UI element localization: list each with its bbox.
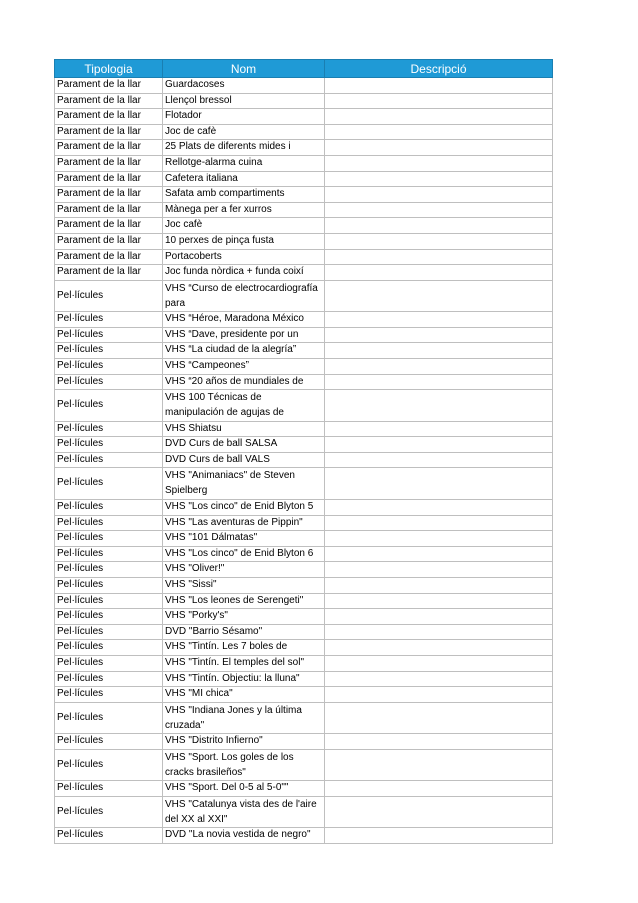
table-row bbox=[55, 155, 553, 171]
table-row bbox=[55, 343, 553, 359]
cell-descripcio bbox=[325, 702, 553, 734]
cell-descripcio bbox=[325, 343, 553, 359]
table-row bbox=[55, 531, 553, 547]
cell-tipologia: Parament de la llar bbox=[55, 202, 163, 218]
cell-descripcio bbox=[325, 531, 553, 547]
table-row bbox=[55, 655, 553, 671]
cell-descripcio bbox=[325, 249, 553, 265]
cell-descripcio bbox=[325, 655, 553, 671]
cell-tipologia: Parament de la llar bbox=[55, 187, 163, 203]
cell-tipologia: Pel·lícules bbox=[55, 343, 163, 359]
cell-descripcio bbox=[325, 421, 553, 437]
cell-nom: VHS “20 años de mundiales de bbox=[163, 374, 325, 390]
cell-descripcio bbox=[325, 374, 553, 390]
cell-tipologia: Pel·lícules bbox=[55, 828, 163, 844]
cell-nom: VHS "Catalunya vista des de l'aire del XX al XXI" bbox=[163, 796, 325, 828]
table-row bbox=[55, 749, 553, 781]
cell-nom: VHS "Los cinco" de Enid Blyton 5 bbox=[163, 499, 325, 515]
cell-tipologia: Pel·lícules bbox=[55, 359, 163, 375]
cell-tipologia: Parament de la llar bbox=[55, 249, 163, 265]
cell-nom: DVD "La novia vestida de negro" bbox=[163, 828, 325, 844]
cell-tipologia: Pel·lícules bbox=[55, 437, 163, 453]
table-row bbox=[55, 390, 553, 422]
cell-descripcio bbox=[325, 155, 553, 171]
cell-descripcio bbox=[325, 828, 553, 844]
table-row bbox=[55, 577, 553, 593]
table-row bbox=[55, 265, 553, 281]
cell-descripcio bbox=[325, 359, 553, 375]
cell-nom: VHS “Curso de electrocardiografía para bbox=[163, 280, 325, 312]
cell-nom: VHS "Porky's" bbox=[163, 609, 325, 625]
cell-nom: VHS “Campeones” bbox=[163, 359, 325, 375]
cell-descripcio bbox=[325, 218, 553, 234]
table-row bbox=[55, 171, 553, 187]
header-nom: Nom bbox=[163, 60, 325, 78]
cell-descripcio bbox=[325, 312, 553, 328]
cell-tipologia: Pel·lícules bbox=[55, 515, 163, 531]
cell-nom: VHS "Sport. Los goles de los cracks brasileños" bbox=[163, 749, 325, 781]
cell-tipologia: Pel·lícules bbox=[55, 531, 163, 547]
table-row bbox=[55, 671, 553, 687]
cell-nom: Joc funda nòrdica + funda coixí bbox=[163, 265, 325, 281]
cell-nom: Guardacoses bbox=[163, 78, 325, 94]
table-row bbox=[55, 421, 553, 437]
cell-descripcio bbox=[325, 452, 553, 468]
table-row bbox=[55, 781, 553, 797]
cell-descripcio bbox=[325, 577, 553, 593]
cell-nom: VHS "Los cinco" de Enid Blyton 6 bbox=[163, 546, 325, 562]
cell-nom: DVD Curs de ball VALS bbox=[163, 452, 325, 468]
cell-nom: VHS "Indiana Jones y la última cruzada" bbox=[163, 702, 325, 734]
table-row bbox=[55, 468, 553, 500]
cell-descripcio bbox=[325, 671, 553, 687]
cell-nom: DVD Curs de ball SALSA bbox=[163, 437, 325, 453]
table-row bbox=[55, 640, 553, 656]
cell-tipologia: Pel·lícules bbox=[55, 734, 163, 750]
cell-tipologia: Parament de la llar bbox=[55, 140, 163, 156]
cell-nom: Flotador bbox=[163, 109, 325, 125]
inventory-table bbox=[54, 59, 553, 844]
inventory-sheet bbox=[54, 59, 552, 844]
cell-nom: VHS "Tintín. Objectiu: la lluna" bbox=[163, 671, 325, 687]
cell-tipologia: Pel·lícules bbox=[55, 640, 163, 656]
cell-nom: VHS "Tintín. Les 7 boles de bbox=[163, 640, 325, 656]
table-row bbox=[55, 187, 553, 203]
cell-descripcio bbox=[325, 640, 553, 656]
table-row bbox=[55, 515, 553, 531]
cell-descripcio bbox=[325, 515, 553, 531]
table-row bbox=[55, 140, 553, 156]
cell-tipologia: Pel·lícules bbox=[55, 655, 163, 671]
cell-nom: VHS "Distrito Infierno" bbox=[163, 734, 325, 750]
cell-nom: Joc de cafè bbox=[163, 124, 325, 140]
cell-nom: Rellotge-alarma cuina bbox=[163, 155, 325, 171]
cell-descripcio bbox=[325, 327, 553, 343]
cell-nom: VHS "Tintín. El temples del sol" bbox=[163, 655, 325, 671]
cell-descripcio bbox=[325, 687, 553, 703]
cell-nom: Safata amb compartiments bbox=[163, 187, 325, 203]
cell-nom: DVD "Barrio Sésamo" bbox=[163, 624, 325, 640]
cell-nom: VHS "MI chica" bbox=[163, 687, 325, 703]
table-row bbox=[55, 828, 553, 844]
cell-descripcio bbox=[325, 546, 553, 562]
cell-tipologia: Parament de la llar bbox=[55, 155, 163, 171]
table-row bbox=[55, 218, 553, 234]
cell-descripcio bbox=[325, 109, 553, 125]
cell-tipologia: Pel·lícules bbox=[55, 390, 163, 422]
cell-descripcio bbox=[325, 734, 553, 750]
table-row bbox=[55, 609, 553, 625]
table-row bbox=[55, 280, 553, 312]
cell-descripcio bbox=[325, 593, 553, 609]
table-row bbox=[55, 233, 553, 249]
table-row bbox=[55, 78, 553, 94]
cell-descripcio bbox=[325, 609, 553, 625]
cell-tipologia: Pel·lícules bbox=[55, 468, 163, 500]
cell-descripcio bbox=[325, 499, 553, 515]
table-row bbox=[55, 624, 553, 640]
cell-nom: VHS "Las aventuras de Pippin" bbox=[163, 515, 325, 531]
table-row bbox=[55, 93, 553, 109]
cell-descripcio bbox=[325, 280, 553, 312]
cell-tipologia: Pel·lícules bbox=[55, 546, 163, 562]
cell-nom: VHS “La ciudad de la alegría” bbox=[163, 343, 325, 359]
cell-descripcio bbox=[325, 390, 553, 422]
cell-nom: Joc cafè bbox=[163, 218, 325, 234]
cell-tipologia: Pel·lícules bbox=[55, 609, 163, 625]
cell-tipologia: Parament de la llar bbox=[55, 218, 163, 234]
cell-descripcio bbox=[325, 93, 553, 109]
cell-tipologia: Pel·lícules bbox=[55, 671, 163, 687]
table-row bbox=[55, 452, 553, 468]
table-row bbox=[55, 437, 553, 453]
cell-tipologia: Pel·lícules bbox=[55, 280, 163, 312]
cell-descripcio bbox=[325, 624, 553, 640]
cell-tipologia: Pel·lícules bbox=[55, 374, 163, 390]
cell-descripcio bbox=[325, 437, 553, 453]
cell-tipologia: Parament de la llar bbox=[55, 93, 163, 109]
cell-tipologia: Pel·lícules bbox=[55, 499, 163, 515]
header-tipologia: Tipologia bbox=[55, 60, 163, 78]
cell-nom: VHS "Sissi" bbox=[163, 577, 325, 593]
cell-nom: VHS "Oliver!" bbox=[163, 562, 325, 578]
cell-descripcio bbox=[325, 187, 553, 203]
table-row bbox=[55, 593, 553, 609]
cell-nom: Cafetera italiana bbox=[163, 171, 325, 187]
cell-descripcio bbox=[325, 124, 553, 140]
cell-descripcio bbox=[325, 749, 553, 781]
cell-tipologia: Pel·lícules bbox=[55, 624, 163, 640]
cell-nom: VHS “Dave, presidente por un bbox=[163, 327, 325, 343]
cell-nom: 10 perxes de pinça fusta bbox=[163, 233, 325, 249]
cell-tipologia: Pel·lícules bbox=[55, 702, 163, 734]
cell-nom: Mànega per a fer xurros bbox=[163, 202, 325, 218]
cell-tipologia: Parament de la llar bbox=[55, 109, 163, 125]
cell-descripcio bbox=[325, 202, 553, 218]
table-row bbox=[55, 562, 553, 578]
cell-nom: VHS Shiatsu bbox=[163, 421, 325, 437]
cell-tipologia: Parament de la llar bbox=[55, 78, 163, 94]
cell-nom: VHS "Animaniacs" de Steven Spielberg bbox=[163, 468, 325, 500]
cell-tipologia: Pel·lícules bbox=[55, 577, 163, 593]
cell-descripcio bbox=[325, 265, 553, 281]
cell-nom: 25 Plats de diferents mides i bbox=[163, 140, 325, 156]
cell-descripcio bbox=[325, 468, 553, 500]
cell-descripcio bbox=[325, 171, 553, 187]
table-row bbox=[55, 124, 553, 140]
header-row bbox=[55, 60, 553, 78]
cell-tipologia: Pel·lícules bbox=[55, 593, 163, 609]
table-row bbox=[55, 327, 553, 343]
cell-descripcio bbox=[325, 140, 553, 156]
cell-nom: VHS "Los leones de Serengeti" bbox=[163, 593, 325, 609]
table-row bbox=[55, 687, 553, 703]
cell-nom: VHS "101 Dálmatas" bbox=[163, 531, 325, 547]
header-descripcio: Descripció bbox=[325, 60, 553, 78]
table-row bbox=[55, 249, 553, 265]
cell-tipologia: Parament de la llar bbox=[55, 265, 163, 281]
table-row bbox=[55, 734, 553, 750]
cell-nom: Portacoberts bbox=[163, 249, 325, 265]
table-row bbox=[55, 359, 553, 375]
cell-tipologia: Pel·lícules bbox=[55, 749, 163, 781]
table-row bbox=[55, 499, 553, 515]
cell-tipologia: Pel·lícules bbox=[55, 796, 163, 828]
table-row bbox=[55, 374, 553, 390]
cell-tipologia: Parament de la llar bbox=[55, 124, 163, 140]
cell-descripcio bbox=[325, 78, 553, 94]
cell-descripcio bbox=[325, 796, 553, 828]
cell-nom: VHS 100 Técnicas de manipulación de agujas de bbox=[163, 390, 325, 422]
cell-tipologia: Parament de la llar bbox=[55, 233, 163, 249]
table-row bbox=[55, 312, 553, 328]
cell-tipologia: Pel·lícules bbox=[55, 312, 163, 328]
cell-tipologia: Pel·lícules bbox=[55, 781, 163, 797]
cell-nom: Llençol bressol bbox=[163, 93, 325, 109]
cell-descripcio bbox=[325, 562, 553, 578]
table-row bbox=[55, 796, 553, 828]
cell-tipologia: Pel·lícules bbox=[55, 687, 163, 703]
cell-tipologia: Parament de la llar bbox=[55, 171, 163, 187]
cell-descripcio bbox=[325, 781, 553, 797]
table-row bbox=[55, 546, 553, 562]
cell-tipologia: Pel·lícules bbox=[55, 421, 163, 437]
cell-nom: VHS "Sport. Del 0-5 al 5-0"" bbox=[163, 781, 325, 797]
cell-tipologia: Pel·lícules bbox=[55, 562, 163, 578]
table-row bbox=[55, 702, 553, 734]
cell-nom: VHS “Héroe, Maradona México bbox=[163, 312, 325, 328]
table-row bbox=[55, 202, 553, 218]
cell-descripcio bbox=[325, 233, 553, 249]
cell-tipologia: Pel·lícules bbox=[55, 327, 163, 343]
cell-tipologia: Pel·lícules bbox=[55, 452, 163, 468]
table-row bbox=[55, 109, 553, 125]
